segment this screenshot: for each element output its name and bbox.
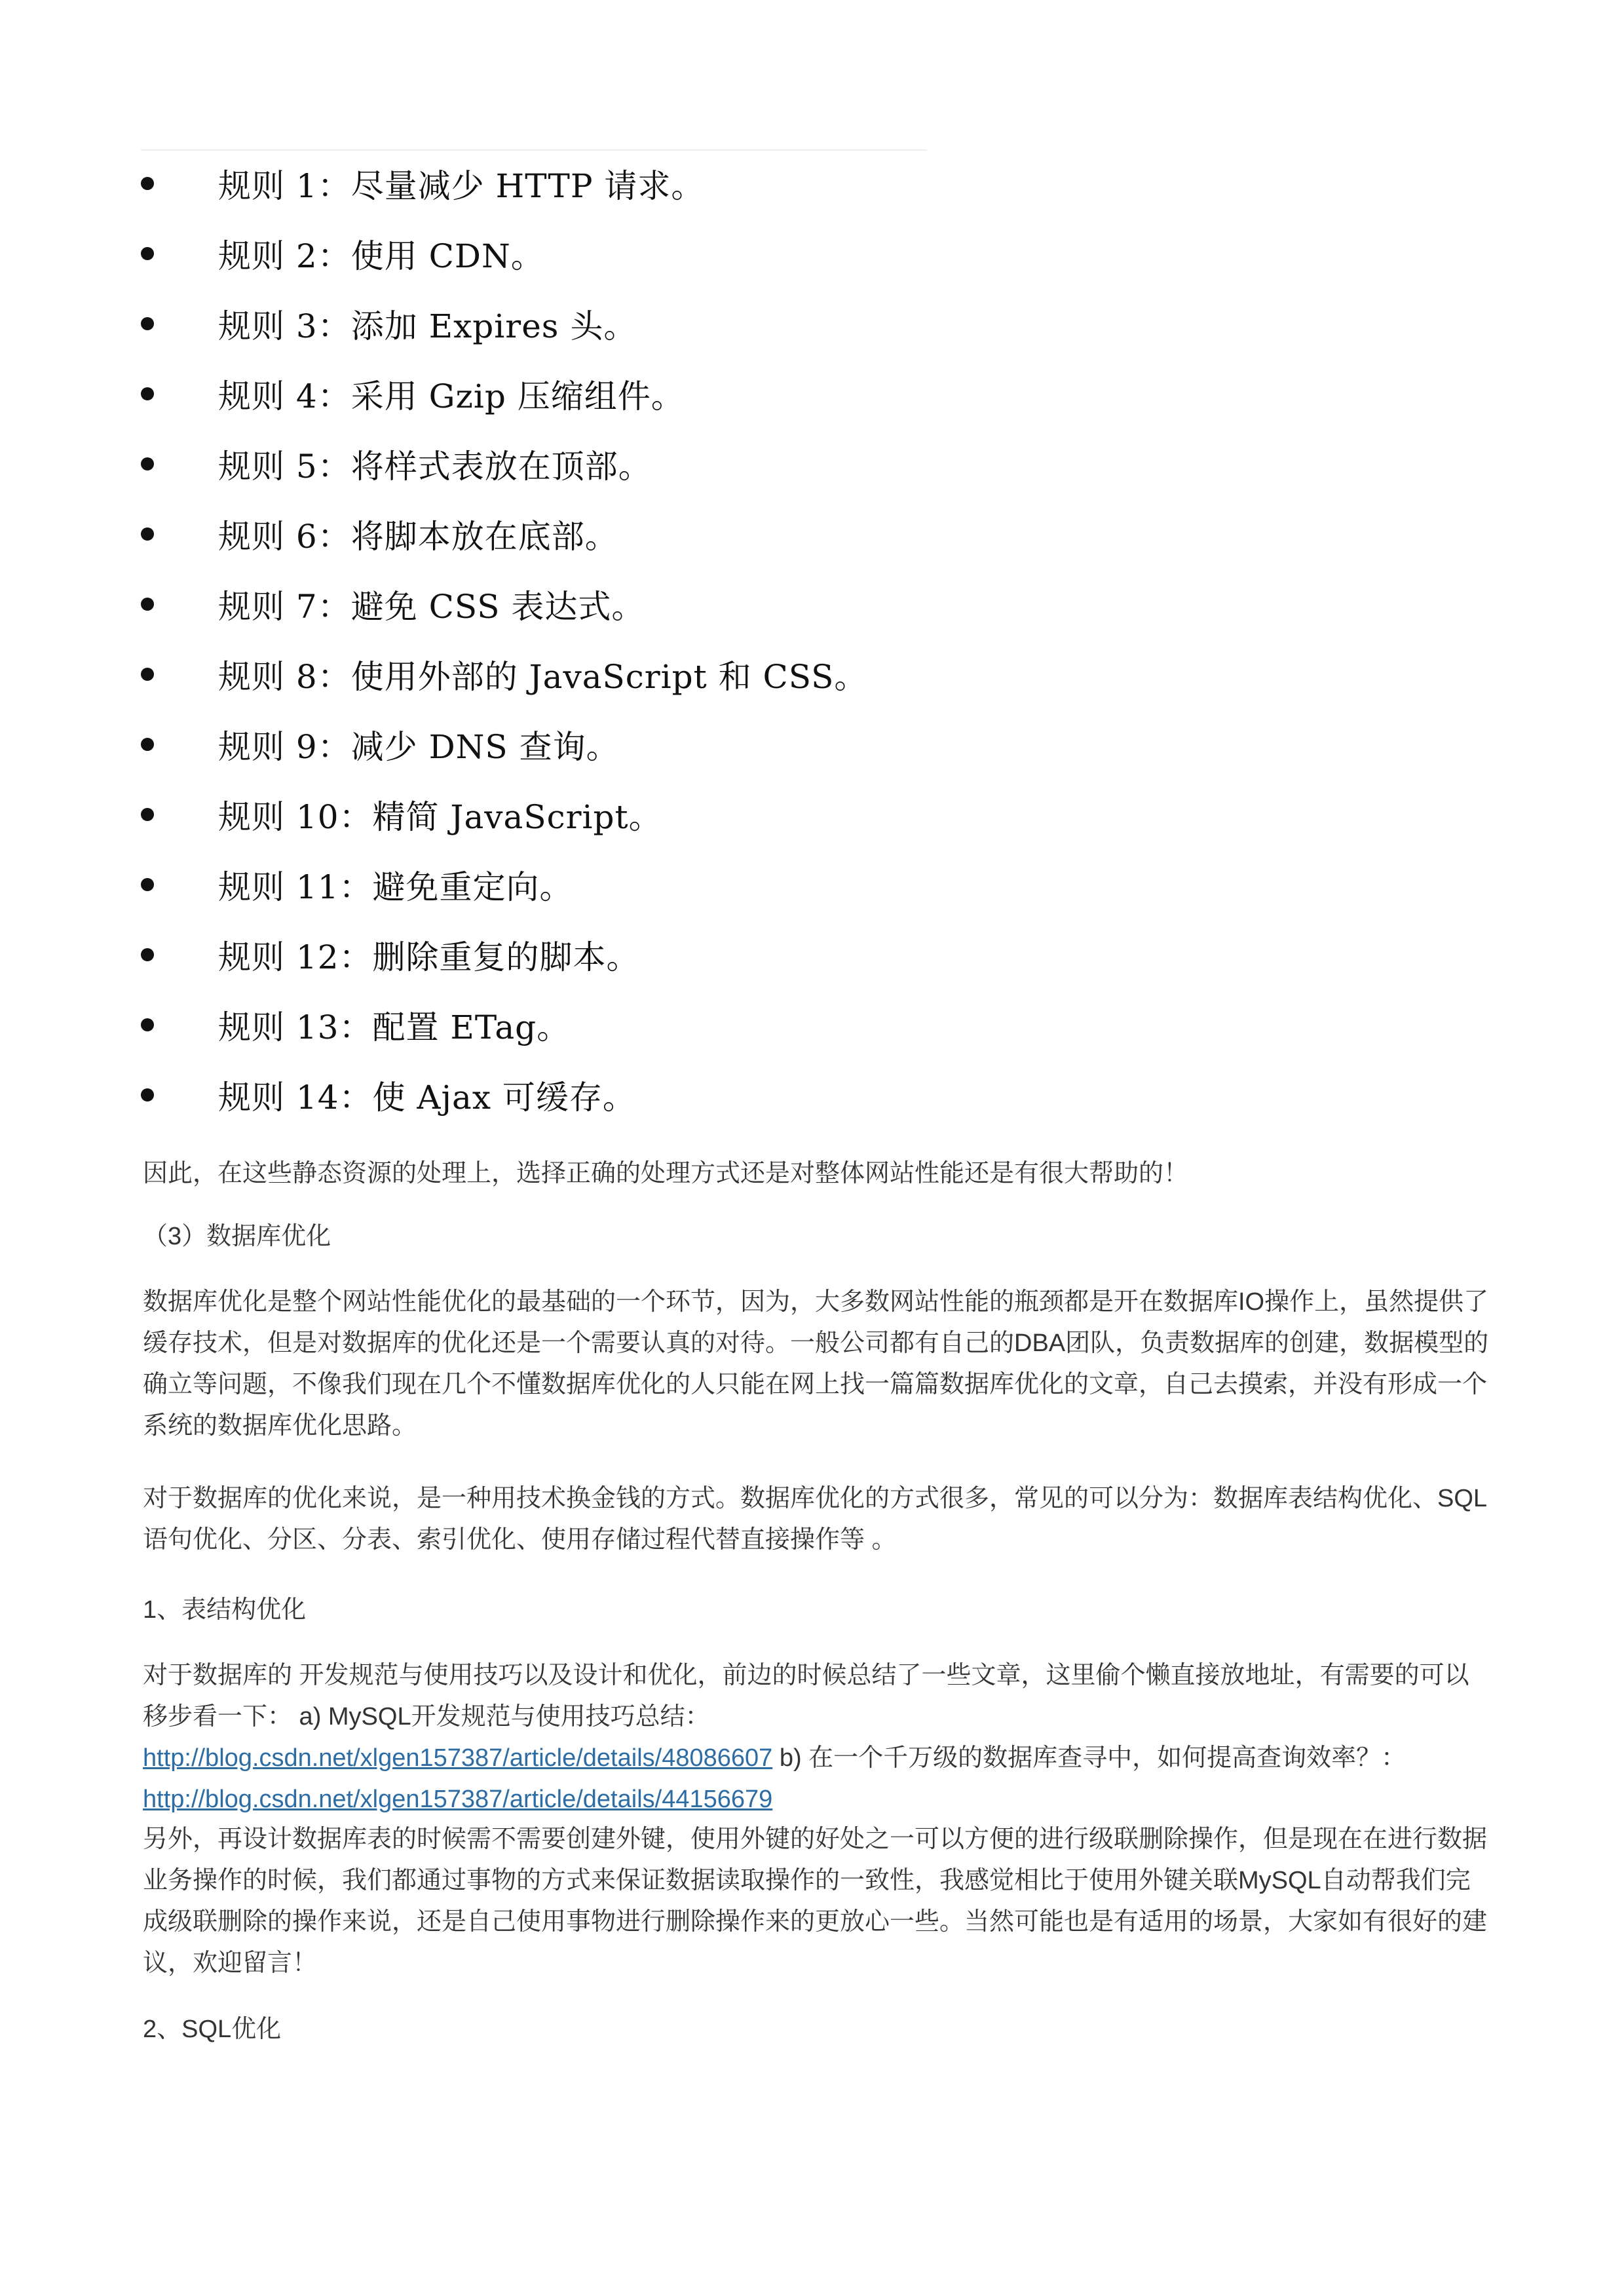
links-lead-text: 对于数据库的 开发规范与使用技巧以及设计和优化，前边的时候总结了一些文章，这里偷个懒直接放地址，有需要的可以移步看一下： a) MySQL开发规范与使用技巧总结： [143,1662,1469,1731]
bullet-icon [141,738,154,751]
rule-text: 规则 5：将样式表放在顶部。 [218,448,652,486]
bullet-icon [141,668,154,681]
rule-item [141,221,544,286]
rule-item [141,641,867,707]
db-intro-paragraph: 数据库优化是整个网站性能优化的最基础的一个环节，因为，大多数网站性能的瓶颈都是开在数据库IO操作上，虽然提供了缓存技术，但是对数据库的优化还是一个需要认真的对待。一般公司都有自己的DBA团队，负责数据库的创建，数据模型的确立等问题，不像我们现在几个不懂数据库优化的人只能在网上找一篇篇数据库优化的文章，自己去摸索，并没有形成一个系统的数据库优化思路。 [143,1288,1489,1440]
rule-item [141,361,685,427]
bullet-icon [141,387,154,400]
rule-item [141,782,662,847]
bullet-icon [141,878,154,891]
bullet-icon [141,1018,154,1031]
bullet-icon [141,457,154,470]
bullet-icon [141,247,154,260]
conclusion-paragraph: 因此，在这些静态资源的处理上，选择正确的处理方式还是对整体网站性能还是有很大帮助的！ [143,1160,1189,1187]
section-heading: 1、表结构优化 [143,1596,307,1624]
rule-item [141,291,637,356]
rule-text: 规则 12：删除重复的脚本。 [218,938,640,976]
bullet-icon [141,598,154,611]
foreign-key-paragraph: 另外，再设计数据库表的时候需不需要创建外键，使用外键的好处之一可以方便的进行级联删除操作，但是现在在进行数据业务操作的时候，我们都通过事物的方式来保证数据读取操作的一致性，我感觉相比于使用外键关联MySQL自动帮我们完成级联删除的操作来说，还是自己使用事物进行删除操作来的更放心一些。当然可能也是有适用的场景，大家如有很好的建议，欢迎留言！ [143,1826,1488,1977]
rules-image [141,149,927,1139]
rule-item [141,431,652,497]
rule-item [141,712,620,777]
links-paragraph [143,1655,1492,1820]
rule-text: 规则 10：精简 JavaScript。 [218,798,662,836]
links-middle-text: b) 在一个千万级的数据库查寻中，如何提高查询效率？： [772,1744,1407,1772]
rule-item [141,922,640,987]
bullet-icon [141,948,154,961]
rule-text: 规则 11：避免重定向。 [218,868,573,906]
rule-item [141,992,570,1058]
bullet-icon [141,527,154,541]
bullet-icon [141,1088,154,1101]
rule-text: 规则 14：使 Ajax 可缓存。 [218,1079,636,1117]
rule-text: 规则 9：减少 DNS 查询。 [218,728,620,766]
bullet-icon [141,177,154,190]
article-link-mysql-spec[interactable]: http://blog.csdn.net/xlgen157387/article/details/48086607 [143,1744,773,1772]
rule-item [141,852,573,917]
db-methods-paragraph: 对于数据库的优化来说，是一种用技术换金钱的方式。数据库优化的方式很多，常见的可以分为：数据库表结构优化、SQL语句优化、分区、分表、索引优化、使用存储过程代替直接操作等 。 [143,1485,1488,1554]
rule-text: 规则 7：避免 CSS 表达式。 [218,588,645,626]
rule-text: 规则 2：使用 CDN。 [218,237,544,275]
rule-item [141,501,618,567]
bullet-icon [141,317,154,330]
rule-text: 规则 3：添加 Expires 头。 [218,307,637,345]
rule-item [141,151,704,216]
section-heading: （3）数据库优化 [143,1223,331,1250]
rule-text: 规则 13：配置 ETag。 [218,1008,571,1046]
section-heading: 2、SQL优化 [143,2016,282,2043]
rule-text: 规则 1：尽量减少 HTTP 请求。 [218,167,705,205]
rule-item [141,571,645,637]
article-link-query-efficiency[interactable]: http://blog.csdn.net/xlgen157387/article/details/44156679 [143,1786,773,1813]
rule-text: 规则 6：将脚本放在底部。 [218,518,618,556]
rule-text: 规则 4：采用 Gzip 压缩组件。 [218,377,685,415]
rule-text: 规则 8：使用外部的 JavaScript 和 CSS。 [218,658,868,696]
bullet-icon [141,808,154,821]
rule-item [141,1062,636,1128]
